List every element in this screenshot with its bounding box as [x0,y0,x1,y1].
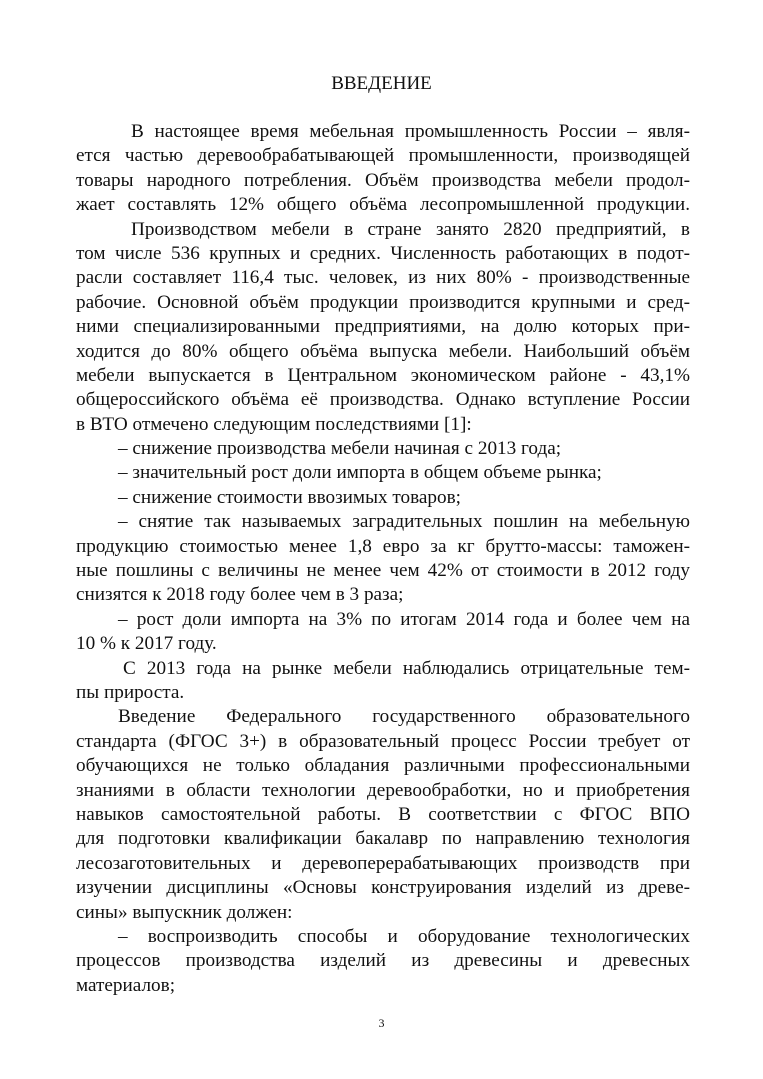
text-line: обучающихся не только обладания различными профессиональными [76,755,690,777]
page-number: 3 [378,1016,385,1030]
text-line: знаниями в области технологии деревообработки, но и приобретения [76,779,690,801]
text-line: в ВТО отмечено следующим последствиями [1]: [76,413,472,435]
text-line: С 2013 года на рынке мебели наблюдались отрицательные тем- [123,657,690,679]
text-line: сины» выпускник должен: [76,901,293,923]
text-line: мебели выпускается в Центральном экономическом районе - 43,1% [76,364,690,386]
text-line: рабочие. Основной объём продукции производится крупными и сред- [76,291,690,313]
text-line: изучении дисциплины «Основы конструирования изделий из древе- [76,877,690,899]
text-line: 10 % к 2017 году. [76,633,217,655]
text-line: лесозаготовительных и деревоперерабатывающих производств при [76,852,690,874]
section-title: ВВЕДЕНИЕ [331,73,432,94]
text-line: стандарта (ФГОС 3+) в образовательный процесс России требует от [76,730,690,752]
text-line: Производством мебели в стране занято 2820 предприятий, в [131,218,690,240]
text-line: пы прироста. [76,681,185,703]
text-line: – воспроизводить способы и оборудование технологических [118,925,690,947]
text-line: ходится до 80% общего объёма выпуска мебели. Наибольший объём [76,340,690,362]
text-line: для подготовки квалификации бакалавр по направлению технология [76,828,690,850]
text-line: продукцию стоимостью менее 1,8 евро за кг брутто-массы: таможен- [76,535,690,557]
body-text [76,120,690,998]
text-line: снизятся к 2018 году более чем в 3 раза; [76,584,404,606]
text-line: ные пошлины с величины не менее чем 42% от стоимости в 2012 году [76,560,690,582]
text-line: – значительный рост доли импорта в общем объеме рынка; [118,462,602,484]
text-line: навыков самостоятельной работы. В соответствии с ФГОС ВПО [76,803,690,825]
text-line: товары народного потребления. Объём производства мебели продол- [76,169,690,191]
text-line: – рост доли импорта на 3% по итогам 2014 года и более чем на [118,608,690,630]
text-line: В настоящее время мебельная промышленность России – явля- [131,121,690,142]
text-line: ними специализированными предприятиями, на долю которых при- [76,316,690,338]
text-line: том числе 536 крупных и средних. Численность работающих в подот- [76,242,690,264]
text-line: жает составлять 12% общего объёма лесопромышленной продукции. [76,194,690,216]
text-line: процессов производства изделий из древесины и древесных [76,950,690,972]
text-line: – снижение стоимости ввозимых товаров; [118,486,461,508]
text-line: расли составляет 116,4 тыс. человек, из них 80% - производственные [76,267,690,289]
text-line: общероссийского объёма её производства. Однако вступление России [76,389,690,411]
text-line: – снятие так называемых заградительных пошлин на мебельную [118,511,690,533]
text-line: – снижение производства мебели начиная с 2013 года; [118,438,562,460]
text-line: материалов; [76,974,176,996]
text-line: ется частью деревообрабатывающей промышленности, производящей [76,145,690,167]
text-line: Введение Федерального государственного образовательного [118,706,690,728]
